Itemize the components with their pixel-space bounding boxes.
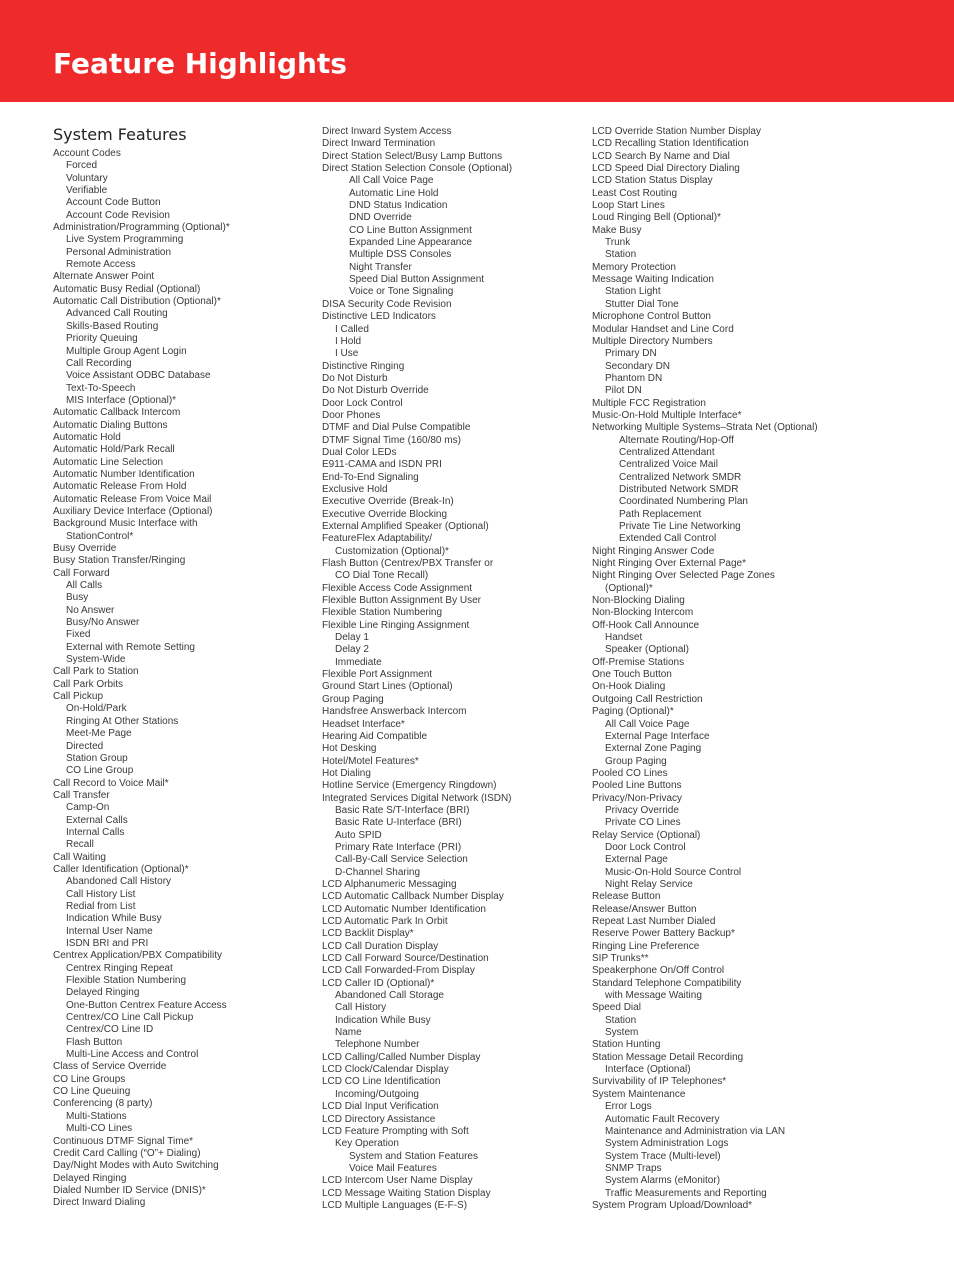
feature-item: Key Operation [335, 1138, 399, 1150]
feature-item: CO Line Queuing [53, 1086, 131, 1098]
feature-item: Verifiable [66, 185, 108, 197]
page-title: Feature Highlights [53, 47, 347, 80]
feature-item: Alternate Answer Point [53, 271, 155, 283]
feature-item: Pooled Line Buttons [592, 780, 682, 792]
feature-item: Voice Mail Features [349, 1162, 437, 1174]
feature-column-1 [53, 126, 308, 1210]
feature-item: CO Line Button Assignment [349, 224, 472, 236]
feature-item: LCD Backlit Display* [322, 928, 414, 940]
feature-item: Background Music Interface with [53, 518, 198, 530]
feature-item: Automatic Release From Hold [53, 481, 187, 493]
feature-item: All Calls [66, 580, 103, 592]
feature-item: Voluntary [66, 172, 108, 184]
feature-item: Headset Interface* [322, 718, 405, 730]
feature-item: LCD Calling/Called Number Display [322, 1051, 481, 1063]
feature-item: Ground Start Lines (Optional) [322, 681, 453, 693]
section-heading: System Features [53, 125, 187, 144]
feature-item: Off-Hook Call Announce [592, 619, 700, 631]
feature-item: Conferencing (8 party) [53, 1098, 153, 1110]
feature-item: Credit Card Calling (“O”+ Dialing) [53, 1147, 201, 1159]
feature-item: Music-On-Hold Multiple Interface* [592, 409, 742, 421]
feature-item: Voice Assistant ODBC Database [66, 370, 211, 382]
feature-item: Flexible Line Ringing Assignment [322, 619, 470, 631]
feature-item: LCD Feature Prompting with Soft [322, 1125, 469, 1137]
feature-item: Distinctive Ringing [322, 360, 405, 372]
feature-item: Centralized Attendant [619, 446, 715, 458]
feature-item: Path Replacement [619, 508, 702, 520]
feature-item: Personal Administration [66, 246, 172, 258]
feature-item: DND Override [349, 212, 412, 224]
feature-item: Auxiliary Device Interface (Optional) [53, 505, 213, 517]
feature-item: Hotline Service (Emergency Ringdown) [322, 780, 497, 792]
feature-item: LCD Automatic Callback Number Display [322, 891, 504, 903]
feature-item: DTMF Signal Time (160/80 ms) [322, 434, 461, 446]
feature-item: Ringing Line Preference [592, 940, 700, 952]
feature-item: Name [335, 1027, 362, 1039]
feature-item: LCD Recalling Station Identification [592, 138, 749, 150]
feature-item: Loud Ringing Bell (Optional)* [592, 212, 721, 224]
feature-item: Outgoing Call Restriction [592, 693, 703, 705]
feature-item: Private CO Lines [605, 817, 681, 829]
feature-item: External Zone Paging [605, 743, 702, 755]
feature-item: Release Button [592, 891, 661, 903]
feature-item: Text-To-Speech [66, 382, 136, 394]
feature-item: LCD Multiple Languages (E-F-S) [322, 1199, 468, 1211]
feature-item: Direct Station Selection Console (Optional) [322, 163, 513, 175]
feature-item: One-Button Centrex Feature Access [66, 999, 227, 1011]
feature-item: Primary Rate Interface (PRI) [335, 841, 462, 853]
feature-item: Privacy Override [605, 804, 679, 816]
feature-item: Traffic Measurements and Reporting [605, 1187, 767, 1199]
feature-item: Abandoned Call History [66, 876, 172, 888]
feature-item: Paging (Optional)* [592, 706, 674, 718]
feature-item: Direct Station Select/Busy Lamp Buttons [322, 150, 503, 162]
header-banner [0, 0, 954, 102]
feature-item: Automatic Line Hold [349, 187, 439, 199]
feature-item: Non-Blocking Dialing [592, 595, 685, 607]
feature-item: System Program Upload/Download* [592, 1199, 753, 1211]
feature-item: Maintenance and Administration via LAN [605, 1125, 786, 1137]
feature-item: Microphone Control Button [592, 311, 711, 323]
feature-item: Indication While Busy [335, 1014, 431, 1026]
feature-item: Call History List [66, 888, 136, 900]
feature-item: Priority Queuing [66, 333, 138, 345]
feature-item: LCD Intercom User Name Display [322, 1175, 473, 1187]
feature-item: Call Park to Station [53, 666, 139, 678]
feature-item: Automatic Callback Intercom [53, 407, 181, 419]
feature-item: SNMP Traps [605, 1162, 662, 1174]
feature-item: Delayed Ringing [66, 987, 140, 999]
feature-item: System Trace (Multi-level) [605, 1150, 721, 1162]
feature-item: Call-By-Call Service Selection [335, 854, 468, 866]
feature-item: One Touch Button [592, 669, 672, 681]
feature-item: LCD Clock/Calendar Display [322, 1064, 449, 1076]
feature-item: Interface (Optional) [605, 1064, 691, 1076]
feature-item: Call Transfer [53, 789, 110, 801]
feature-item: Delayed Ringing [53, 1172, 127, 1184]
feature-item: Station [605, 1014, 637, 1026]
feature-item: Dual Color LEDs [322, 446, 397, 458]
feature-item: Message Waiting Indication [592, 274, 714, 286]
feature-item: Busy Override [53, 543, 117, 554]
feature-item: D-Channel Sharing [335, 866, 421, 878]
feature-item: Call Record to Voice Mail* [53, 777, 169, 789]
feature-item: Integrated Services Digital Network (ISDN) [322, 792, 512, 804]
feature-item: Least Cost Routing [592, 187, 678, 199]
feature-item: All Call Voice Page [605, 718, 690, 730]
feature-item: Group Paging [605, 755, 667, 767]
feature-item: Memory Protection [592, 261, 676, 273]
feature-item: On-Hold/Park [66, 703, 127, 715]
feature-item: Automatic Hold [53, 431, 121, 443]
feature-item: Basic Rate S/T-Interface (BRI) [335, 804, 470, 816]
feature-item: Account Code Button [66, 197, 161, 209]
feature-item: Standard Telephone Compatibility [592, 977, 742, 989]
feature-item: Automatic Dialing Buttons [53, 419, 168, 431]
feature-item: Multi-CO Lines [66, 1123, 133, 1135]
feature-item: ISDN BRI and PRI [66, 938, 149, 949]
feature-item: with Message Waiting [605, 990, 702, 1002]
feature-item: System [605, 1027, 639, 1039]
feature-item: Live System Programming [66, 234, 184, 246]
feature-item: Handset [605, 632, 643, 644]
feature-item: Busy [66, 592, 89, 604]
feature-item: External Calls [66, 814, 128, 826]
feature-item: Pooled CO Lines [592, 767, 668, 779]
feature-item: Speed Dial [592, 1002, 641, 1014]
feature-item: Remote Access [66, 259, 136, 271]
feature-item: Multiple DSS Consoles [349, 249, 452, 261]
feature-item: E911-CAMA and ISDN PRI [322, 459, 442, 471]
feature-item: Repeat Last Number Dialed [592, 916, 716, 927]
feature-item: Ringing At Other Stations [66, 715, 179, 727]
feature-item: External with Remote Setting [66, 641, 195, 653]
feature-item: Call Pickup [53, 691, 104, 703]
feature-item: Call Forward [53, 567, 110, 579]
feature-item: LCD CO Line Identification [322, 1076, 441, 1088]
feature-item: Door Lock Control [605, 841, 686, 853]
feature-item: Automatic Fault Recovery [605, 1113, 720, 1125]
feature-item: Directed [66, 740, 104, 752]
feature-item: End-To-End Signaling [322, 471, 419, 483]
feature-item: (Optional)* [605, 582, 653, 594]
feature-item: External Page [605, 854, 668, 866]
feature-item: Internal Calls [66, 826, 125, 838]
feature-item: Door Phones [322, 409, 381, 421]
feature-item: Distinctive LED Indicators [322, 311, 436, 323]
feature-item: Call Recording [66, 357, 132, 369]
feature-item: SIP Trunks** [592, 953, 649, 965]
feature-item: Meet-Me Page [66, 728, 132, 740]
feature-item: Make Busy [592, 224, 642, 236]
feature-item: Privacy/Non-Privacy [592, 792, 683, 804]
feature-item: Automatic Number Identification [53, 468, 195, 480]
feature-item: Administration/Programming (Optional)* [53, 222, 230, 234]
feature-item: Night Ringing Over Selected Page Zones [592, 570, 775, 582]
feature-item: Call Waiting [53, 851, 106, 863]
feature-item: Multiple FCC Registration [592, 397, 706, 409]
feature-item: Exclusive Hold [322, 483, 388, 495]
feature-item: System Administration Logs [605, 1138, 729, 1150]
feature-item: DND Status Indication [349, 200, 448, 212]
feature-item: LCD Override Station Number Display [592, 126, 761, 137]
feature-item: Hot Dialing [322, 767, 371, 779]
feature-item: Distributed Network SMDR [619, 483, 739, 495]
feature-item: Survivability of IP Telephones* [592, 1076, 727, 1088]
feature-column-2 [322, 126, 584, 1212]
feature-item: Group Paging [322, 693, 384, 705]
feature-item: Night Ringing Over External Page* [592, 558, 746, 570]
feature-item: Redial from List [66, 900, 136, 912]
feature-item: Pilot DN [605, 385, 642, 397]
feature-item: CO Dial Tone Recall) [335, 570, 429, 582]
feature-item: Advanced Call Routing [66, 308, 168, 320]
feature-item: Night Ringing Answer Code [592, 545, 715, 557]
feature-item: Centralized Network SMDR [619, 471, 742, 483]
feature-item: Direct Inward Termination [322, 138, 436, 150]
feature-item: Customization (Optional)* [335, 545, 449, 557]
feature-item: Indication While Busy [66, 913, 162, 925]
feature-item: Flexible Port Assignment [322, 669, 433, 681]
feature-item: Station Group [66, 752, 128, 764]
feature-item: Telephone Number [335, 1039, 420, 1051]
feature-item: Automatic Busy Redial (Optional) [53, 283, 201, 295]
feature-item: Dialed Number ID Service (DNIS)* [53, 1184, 206, 1196]
feature-item: Speed Dial Button Assignment [349, 274, 485, 286]
feature-item: Recall [66, 839, 94, 851]
feature-item: Extended Call Control [619, 533, 717, 545]
feature-item: LCD Call Forwarded-From Display [322, 965, 475, 977]
feature-item: Call Park Orbits [53, 678, 124, 690]
feature-item: Loop Start Lines [592, 200, 665, 212]
feature-item: Hearing Aid Compatible [322, 730, 428, 742]
feature-item: Automatic Hold/Park Recall [53, 444, 175, 456]
feature-item: DISA Security Code Revision [322, 298, 452, 310]
feature-item: External Amplified Speaker (Optional) [322, 521, 489, 532]
feature-item: Coordinated Numbering Plan [619, 496, 748, 508]
feature-item: Centrex Ringing Repeat [66, 962, 173, 974]
feature-item: Busy/No Answer [66, 617, 140, 629]
feature-item: Multi-Stations [66, 1110, 127, 1122]
feature-item: Multi-Line Access and Control [66, 1049, 199, 1061]
feature-item: Executive Override Blocking [322, 508, 448, 520]
feature-item: System Alarms (eMonitor) [605, 1175, 721, 1187]
feature-item: Speaker (Optional) [605, 644, 689, 656]
feature-item: Centrex/CO Line ID [66, 1024, 154, 1036]
feature-item: I Hold [335, 335, 362, 347]
feature-item: DTMF and Dial Pulse Compatible [322, 422, 471, 434]
feature-item: Automatic Release From Voice Mail [53, 493, 212, 505]
feature-item: Stutter Dial Tone [605, 298, 679, 310]
feature-item: Account Code Revision [66, 209, 170, 221]
feature-item: StationControl* [66, 530, 134, 542]
feature-item: LCD Caller ID (Optional)* [322, 977, 435, 989]
feature-item: Station Light [605, 286, 661, 298]
feature-item: Trunk [605, 237, 631, 249]
feature-item: Hotel/Motel Features* [322, 755, 419, 767]
feature-column-3 [592, 126, 892, 1212]
feature-item: Handsfree Answerback Intercom [322, 706, 467, 718]
feature-item: I Called [335, 323, 369, 335]
feature-item: CO Line Groups [53, 1073, 126, 1085]
feature-item: Continuous DTMF Signal Time* [53, 1135, 194, 1147]
feature-item: LCD Station Status Display [592, 175, 713, 187]
feature-item: Call History [335, 1002, 387, 1014]
feature-item: Camp-On [66, 802, 110, 814]
feature-item: Multiple Directory Numbers [592, 335, 713, 347]
feature-item: Error Logs [605, 1101, 652, 1113]
feature-item: LCD Speed Dial Directory Dialing [592, 163, 740, 175]
feature-item: Direct Inward Dialing [53, 1197, 146, 1209]
feature-item: Forced [66, 160, 98, 172]
feature-item: Executive Override (Break-In) [322, 496, 454, 508]
feature-item: Incoming/Outgoing [335, 1088, 419, 1100]
feature-item: Busy Station Transfer/Ringing [53, 555, 186, 567]
feature-item: Night Transfer [349, 261, 412, 273]
feature-item: Automatic Line Selection [53, 456, 164, 468]
feature-item: Station [605, 249, 637, 261]
feature-item: CO Line Group [66, 765, 134, 777]
feature-item: Flexible Station Numbering [322, 607, 443, 619]
feature-item: System and Station Features [349, 1150, 478, 1162]
feature-item: Do Not Disturb [322, 372, 388, 384]
feature-item: All Call Voice Page [349, 175, 434, 187]
feature-item: Internal User Name [66, 925, 153, 937]
feature-item: Primary DN [605, 348, 657, 360]
feature-item: Caller Identification (Optional)* [53, 863, 189, 875]
feature-item: Phantom DN [605, 372, 663, 384]
feature-item: Fixed [66, 629, 91, 641]
feature-item: Class of Service Override [53, 1061, 167, 1073]
feature-item: Hot Desking [322, 743, 377, 755]
feature-item: LCD Alphanumeric Messaging [322, 878, 457, 890]
feature-item: Centrex/CO Line Call Pickup [66, 1012, 194, 1024]
feature-item: LCD Search By Name and Dial [592, 150, 730, 162]
feature-item: Do Not Disturb Override [322, 385, 429, 397]
feature-item: I Use [335, 348, 359, 360]
feature-item: Direct Inward System Access [322, 126, 452, 137]
feature-item: LCD Directory Assistance [322, 1113, 436, 1125]
feature-item: Flexible Button Assignment By User [322, 595, 481, 607]
feature-item: Automatic Call Distribution (Optional)* [53, 296, 221, 308]
feature-item: Multiple Group Agent Login [66, 345, 187, 357]
feature-item: Flexible Station Numbering [66, 975, 187, 987]
feature-item: Non-Blocking Intercom [592, 607, 694, 619]
feature-item: Basic Rate U-Interface (BRI) [335, 817, 462, 829]
feature-item: Modular Handset and Line Cord [592, 323, 734, 335]
feature-item: Day/Night Modes with Auto Switching [53, 1160, 219, 1172]
feature-item: MIS Interface (Optional)* [66, 394, 177, 406]
feature-item: LCD Automatic Number Identification [322, 903, 486, 915]
feature-item: Immediate [335, 656, 382, 668]
feature-item: Centralized Voice Mail [619, 459, 718, 471]
feature-item: Delay 1 [335, 632, 369, 644]
feature-item: Release/Answer Button [592, 903, 697, 915]
feature-item: FeatureFlex Adaptability/ [322, 533, 433, 545]
feature-item: External Page Interface [605, 730, 710, 742]
feature-item: Private Tie Line Networking [619, 521, 741, 532]
feature-item: Expanded Line Appearance [349, 237, 472, 249]
feature-item: LCD Message Waiting Station Display [322, 1187, 491, 1199]
feature-item: Networking Multiple Systems–Strata Net (Optional) [592, 422, 818, 434]
feature-item: Night Relay Service [605, 878, 693, 890]
feature-item: Flexible Access Code Assignment [322, 582, 473, 594]
feature-item: Alternate Routing/Hop-Off [619, 434, 734, 446]
feature-item: LCD Dial Input Verification [322, 1101, 439, 1113]
feature-item: LCD Automatic Park In Orbit [322, 916, 448, 927]
feature-item: Abandoned Call Storage [335, 990, 444, 1002]
feature-item: On-Hook Dialing [592, 681, 666, 693]
feature-item: Station Hunting [592, 1039, 661, 1051]
feature-item: Voice or Tone Signaling [349, 286, 454, 298]
feature-item: LCD Call Duration Display [322, 940, 439, 952]
feature-item: Account Codes [53, 148, 121, 159]
feature-item: Station Message Detail Recording [592, 1051, 744, 1063]
feature-item: No Answer [66, 604, 115, 616]
feature-item: LCD Call Forward Source/Destination [322, 953, 489, 965]
feature-item: Skills-Based Routing [66, 320, 159, 332]
feature-item: Music-On-Hold Source Control [605, 866, 742, 878]
feature-item: Centrex Application/PBX Compatibility [53, 950, 222, 962]
feature-item: System-Wide [66, 654, 126, 666]
feature-item: System Maintenance [592, 1088, 686, 1100]
feature-item: Secondary DN [605, 360, 671, 372]
feature-item: Relay Service (Optional) [592, 829, 701, 841]
feature-item: Speakerphone On/Off Control [592, 965, 725, 977]
feature-item: Flash Button [66, 1036, 123, 1048]
feature-item: Flash Button (Centrex/PBX Transfer or [322, 558, 494, 570]
feature-item: Delay 2 [335, 644, 369, 656]
feature-item: Off-Premise Stations [592, 656, 685, 668]
feature-item: Reserve Power Battery Backup* [592, 928, 735, 940]
feature-item: Door Lock Control [322, 397, 403, 409]
feature-item: Auto SPID [335, 829, 382, 841]
